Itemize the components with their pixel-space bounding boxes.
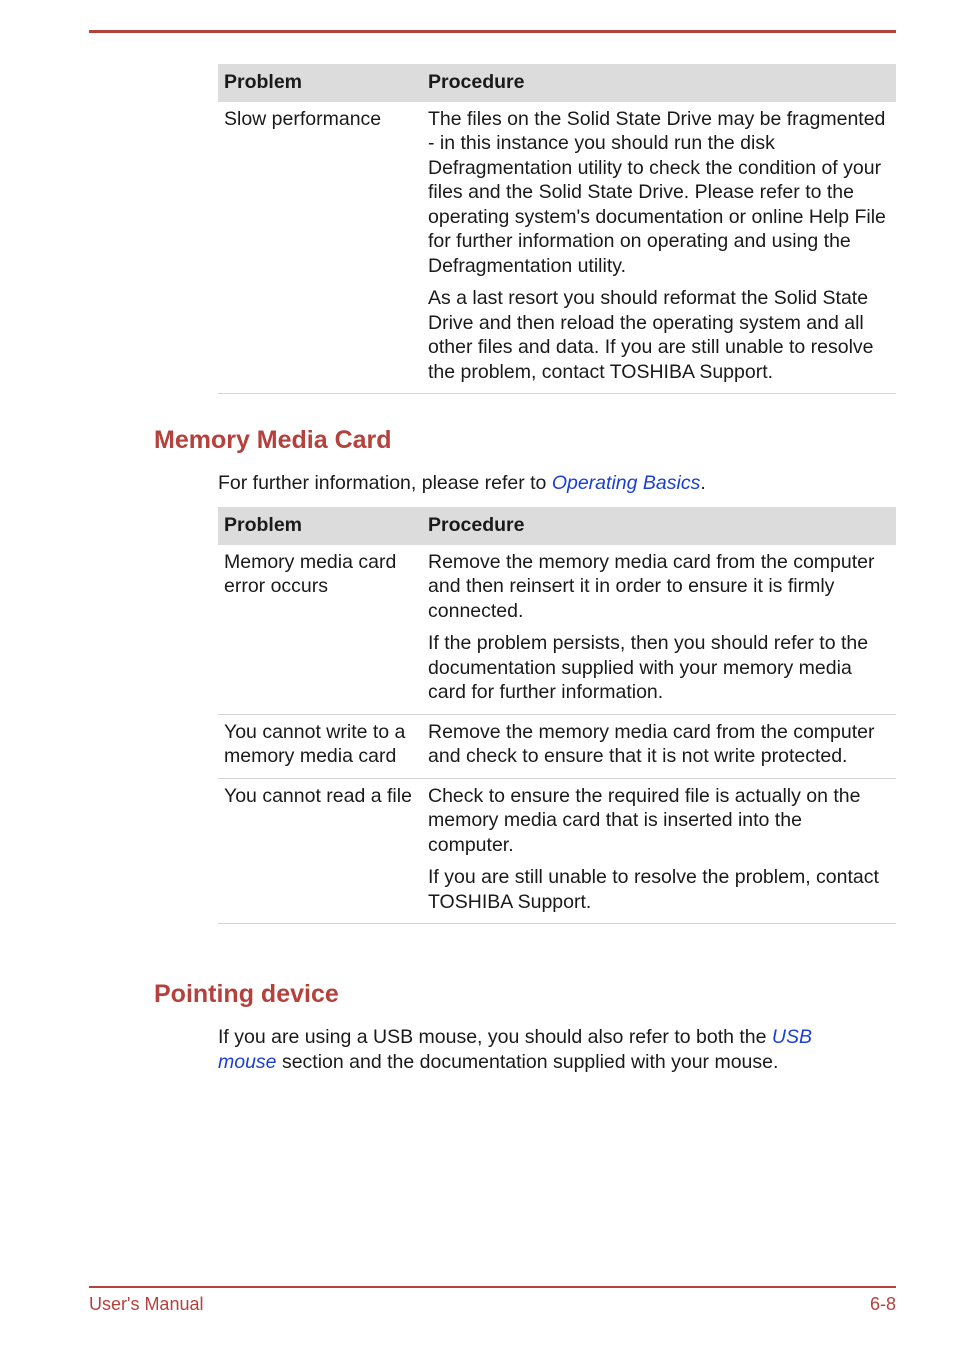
troubleshooting-table-storage [218,64,896,394]
intro-text-before: For further information, please refer to [218,472,552,494]
procedure-paragraph: The files on the Solid State Drive may be fragmented - in this instance you should run the disk Defragmentation utility to check the condition of your files and the Solid State Drive. Please refer to the operating system's documentation or online Help File for further information on operating and using the Defragmentation utility. [428,107,886,277]
usb-mouse-link[interactable]: USB mouse [218,1026,813,1073]
procedure-paragraph: As a last resort you should reformat the Solid State Drive and then reload the operating system and all other files and data. If you are still unable to resolve the problem, contact TOSHIBA Support. [428,287,874,383]
procedure-paragraph: Remove the memory media card from the computer and check to ensure that it is not write protected. [428,720,875,767]
section-heading-memory-media-card: Memory Media Card [154,426,392,454]
procedure-cell [422,778,896,924]
problem-cell: You cannot write to a memory media card [218,714,422,778]
procedure-paragraph: If you are still unable to resolve the problem, contact TOSHIBA Support. [428,866,879,913]
procedure-cell [422,545,896,715]
intro-text-after: section and the documentation supplied with your mouse. [276,1050,779,1073]
table-header-row [218,64,896,102]
procedure-paragraph: If the problem persists, then you should refer to the documentation supplied with your memory media card for further information. [428,632,869,703]
header-rule [89,30,896,33]
problem-cell: Slow performance [218,102,422,394]
table-row [218,778,896,924]
procedure-paragraph: Remove the memory media card from the computer and then reinsert it in order to ensure it is firmly connected. [428,550,875,622]
intro-text-after: . [700,472,706,494]
table-row [218,102,896,394]
table-row [218,714,896,778]
column-header-problem: Problem [218,64,422,102]
footer-rule [89,1286,896,1288]
problem-cell: You cannot read a file [218,778,422,924]
procedure-paragraph: Check to ensure the required file is actually on the memory media card that is inserted into the computer. [428,784,861,856]
intro-text-before: If you are using a USB mouse, you should also refer to both the [218,1026,772,1048]
operating-basics-link[interactable]: Operating Basics [551,472,701,494]
pointing-intro-text [218,1025,858,1074]
table-row [218,545,896,715]
procedure-cell [422,714,896,778]
procedure-cell [422,102,896,394]
section-heading-pointing-device: Pointing device [154,980,339,1008]
troubleshooting-table-memory-card [218,507,896,924]
table-header-row [218,507,896,545]
footer-manual-title: User's Manual [89,1294,204,1314]
memory-intro-text [218,471,858,496]
problem-cell: Memory media card error occurs [218,545,422,715]
column-header-procedure: Procedure [422,64,896,102]
page-number: 6-8 [869,1294,896,1314]
column-header-procedure: Procedure [422,507,896,545]
column-header-problem: Problem [218,507,422,545]
